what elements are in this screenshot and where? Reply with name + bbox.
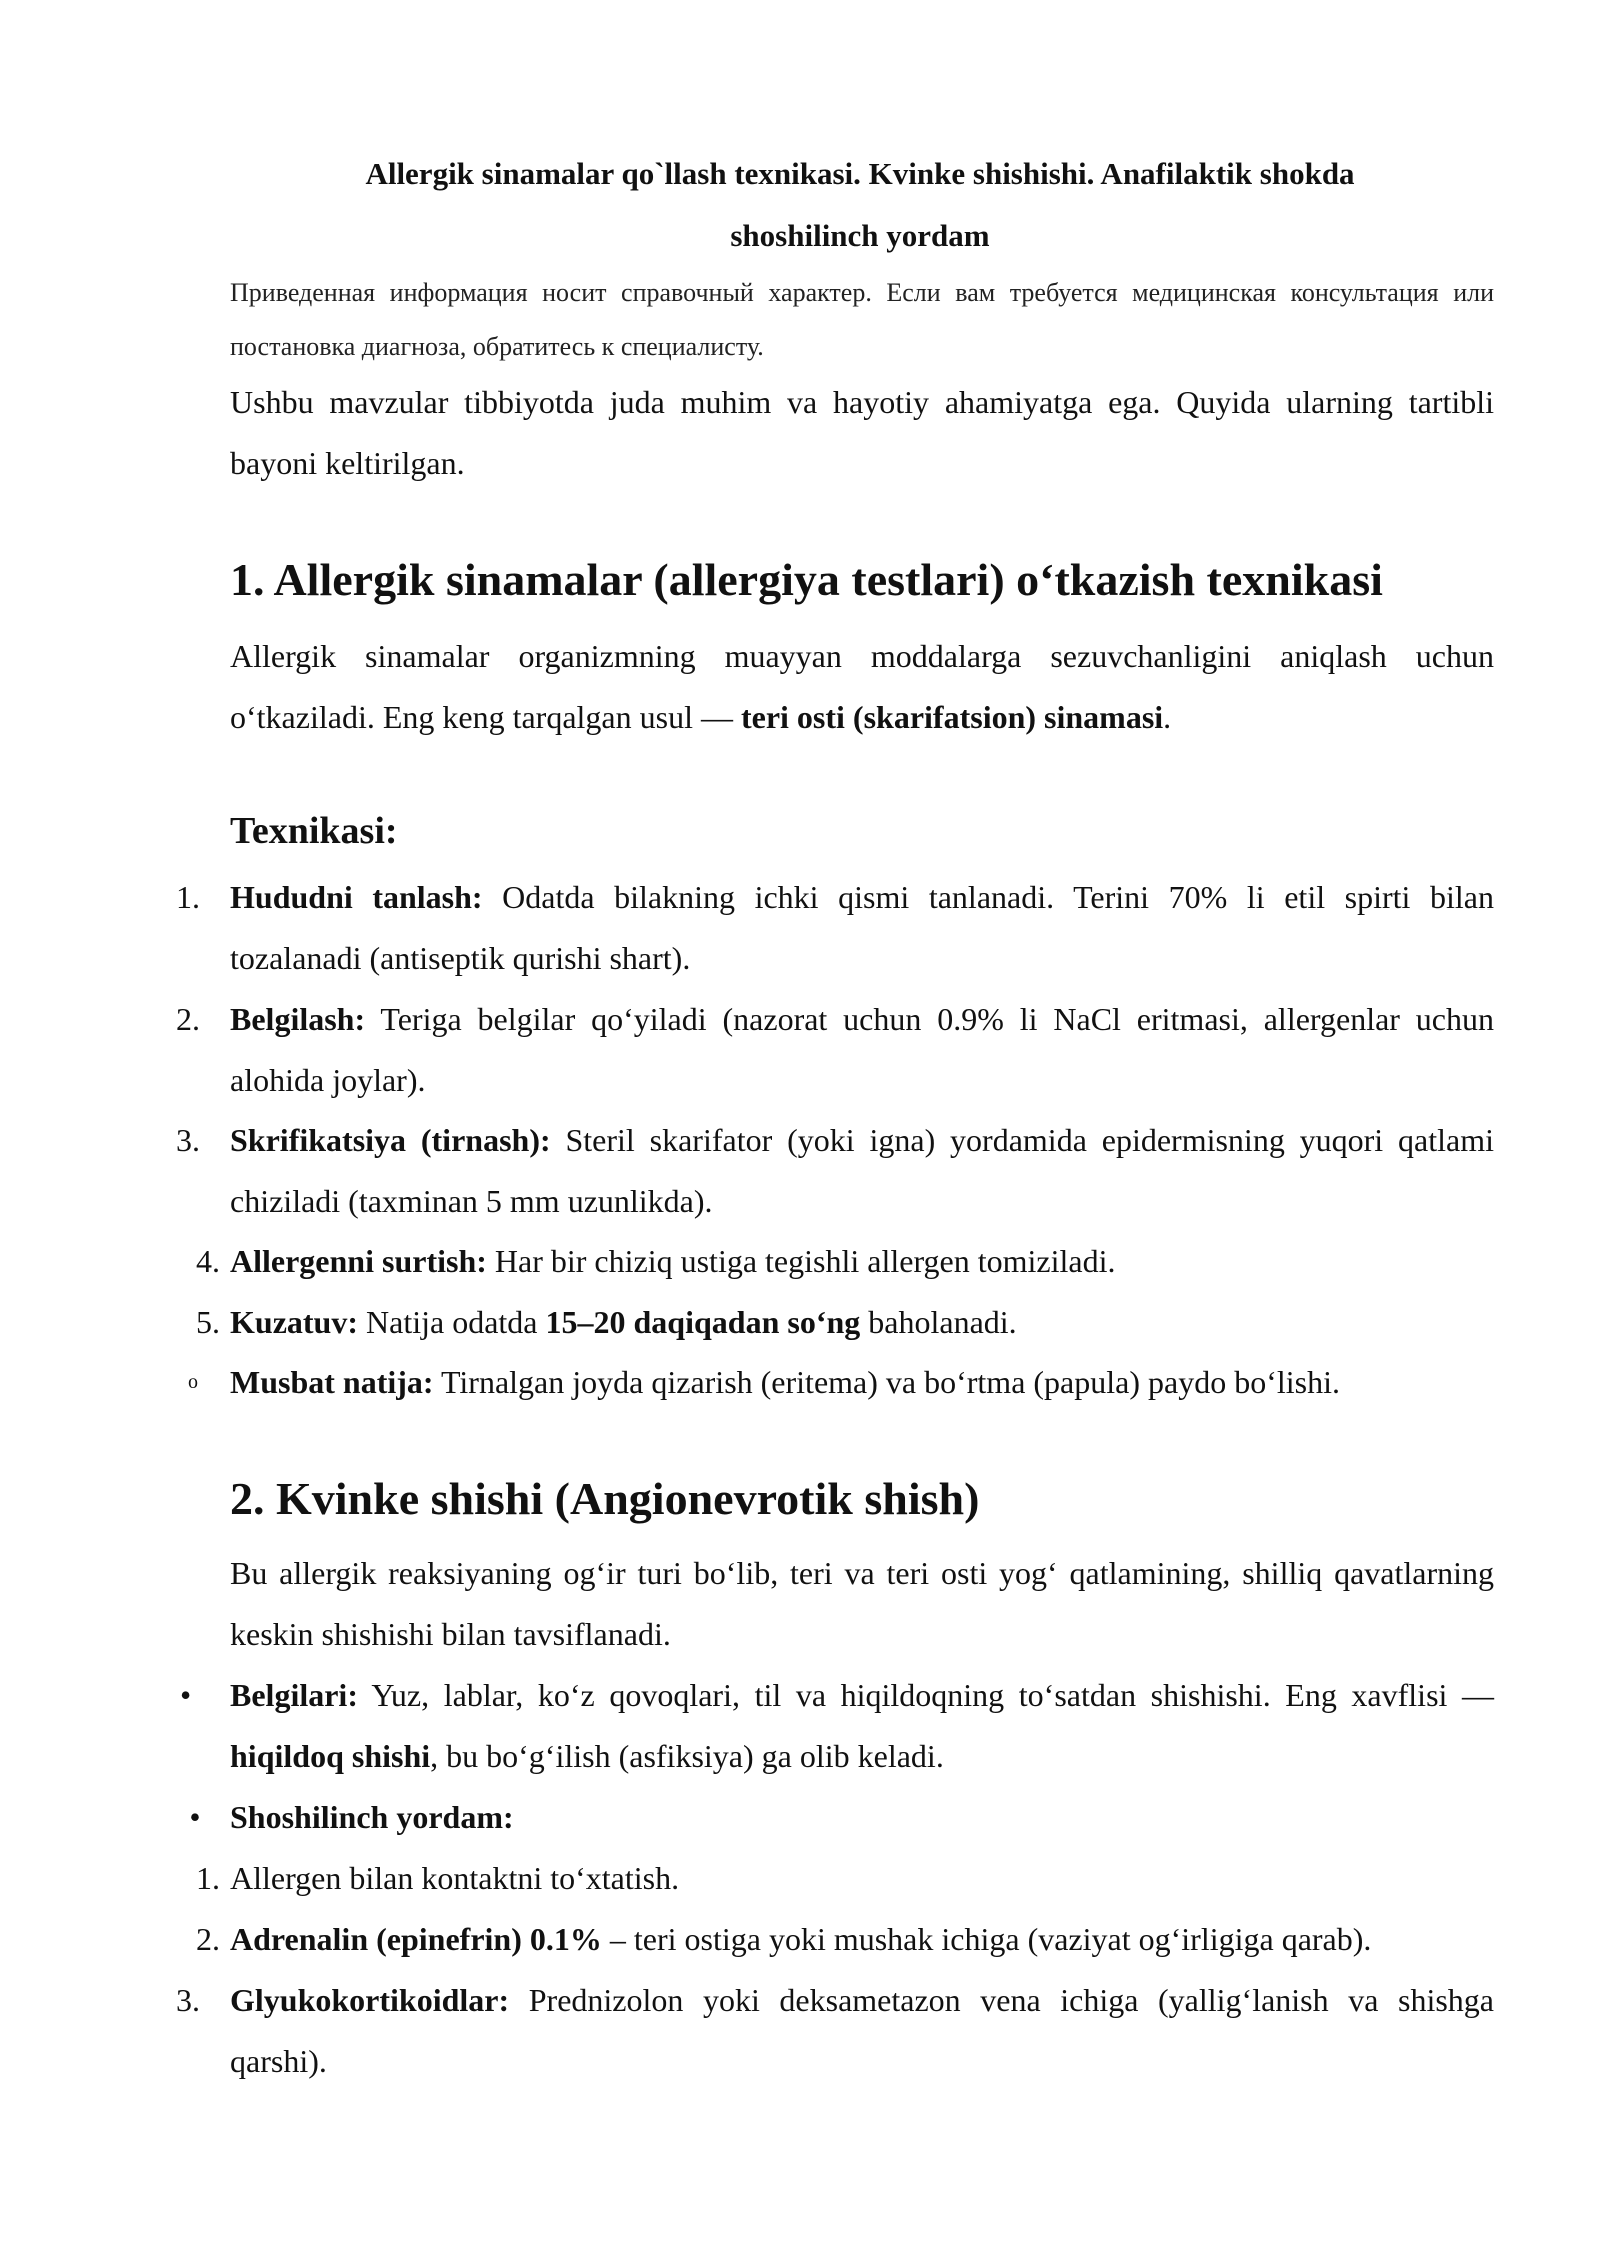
section-2-paragraph: Bu allergik reaksiyaning og‘ir turi bo‘lib, teri va teri osti yog‘ qatlamining, shilliq qavatlarning keskin shishishi bilan tavsiflanadi. <box>230 1555 1494 1652</box>
list-item-text-end: , bu bo‘g‘ilish (asfiksiya) ga olib keladi. <box>430 1738 944 1774</box>
list-item-label: Kuzatuv: <box>230 1304 358 1340</box>
section-1-paragraph-end: . <box>1163 699 1172 735</box>
list-item <box>176 1110 1495 1232</box>
list-item-text: Natija odatda <box>358 1304 546 1340</box>
intro-paragraph: Ushbu mavzular tibbiyotda juda muhim va hayotiy ahamiyatga ega. Quyida ularning tartibli bayoni keltirilgan. <box>230 384 1494 481</box>
list-item-text: Allergen bilan kontaktni to‘xtatish. <box>230 1860 680 1896</box>
list-marker: 2. <box>176 1001 200 1037</box>
list-item <box>196 1848 1494 1909</box>
list-item-label: Skrifikatsiya (tirnash): <box>230 1122 551 1158</box>
list-item-label: Allergenni surtish: <box>230 1243 487 1279</box>
list-marker: 3. <box>176 1122 200 1158</box>
list-item-text: – teri ostiga yoki mushak ichiga (vaziyat og‘irligiga qarab). <box>601 1921 1372 1957</box>
texnikasi-subheading: Texnikasi: <box>230 810 398 852</box>
list-marker: 2. <box>196 1921 220 1957</box>
list-item-text: Steril skarifator (yoki igna) yordamida epidermisning yuqori qatlami chiziladi (taxminan 5 mm uzunlikda). <box>230 1122 1495 1219</box>
document-title <box>230 150 1490 260</box>
title-line-1: Allergik sinamalar qo`llash texnikasi. Kvinke shishishi. Anafilaktik shokda <box>365 156 1355 191</box>
list-item-text: Odatda bilakning ichki qismi tanlanadi. Terini 70% li etil spirti bilan tozalanadi (antiseptik qurishi shart). <box>230 879 1495 976</box>
list-item-label: Glyukokortikoidlar: <box>230 1982 510 2018</box>
list-item-text: Teriga belgilar qo‘yiladi (nazorat uchun 0.9% li NaCl eritmasi, allergenlar uchun alohida joylar). <box>230 1001 1494 1098</box>
circle-bullet-icon: o <box>188 1371 198 1393</box>
section-2-heading: 2. Kvinke shishi (Angionevrotik shish) <box>230 1473 980 1524</box>
list-marker: 1. <box>196 1860 220 1896</box>
list-item <box>189 1787 1494 1848</box>
list-item-text: Yuz, lablar, ko‘z qovoqlari, til va hiqildoqning to‘satdan shishishi. Eng xavflisi — <box>357 1677 1494 1713</box>
section-1-paragraph-text: Allergik sinamalar organizmning muayyan moddalarga sezuvchanligini aniqlash uchun o‘tkaziladi. Eng keng tarqalgan usul — <box>230 638 1494 735</box>
list-item <box>196 1292 1494 1353</box>
list-item <box>196 1909 1494 1970</box>
list-item <box>176 867 1495 989</box>
list-item <box>176 1970 1494 2092</box>
bullet-icon: • <box>189 1799 201 1835</box>
list-item-text-end: baholanadi. <box>860 1304 1017 1340</box>
list-marker: 5. <box>196 1304 220 1340</box>
list-item-text: Tirnalgan joyda qizarish (eritema) va bo‘rtma (papula) paydo bo‘lishi. <box>433 1364 1340 1400</box>
list-item <box>176 989 1494 1111</box>
section-1-paragraph-bold: teri osti (skarifatsion) sinamasi <box>740 699 1164 735</box>
list-item-bold: 15–20 daqiqadan so‘ng <box>545 1304 861 1340</box>
list-item-text: Har bir chiziq ustiga tegishli allergen tomiziladi. <box>486 1243 1116 1279</box>
list-marker: 3. <box>176 1982 200 2018</box>
list-item-label: Musbat natija: <box>230 1364 434 1400</box>
list-item-label: Belgilari: <box>230 1677 358 1713</box>
disclaimer-notice: Приведенная информация носит справочный характер. Если вам требуется медицинская консультация или постановка диагноза, обратитесь к специалисту. <box>230 278 1494 361</box>
list-item <box>196 1231 1494 1292</box>
list-item-label: Adrenalin (epinefrin) 0.1% <box>230 1921 602 1957</box>
list-item-label: Shoshilinch yordam: <box>230 1799 514 1835</box>
list-item-label: Belgilash: <box>230 1001 366 1037</box>
section-1-paragraph <box>230 626 1494 748</box>
list-item-bold: hiqildoq shishi <box>230 1738 431 1774</box>
list-marker: 1. <box>176 879 200 915</box>
list-item <box>180 1665 1494 1787</box>
list-marker: 4. <box>196 1243 220 1279</box>
section-1-heading: 1. Allergik sinamalar (allergiya testlari) o‘tkazish texnikasi <box>230 554 1383 605</box>
bullet-icon: • <box>180 1677 192 1713</box>
list-item <box>188 1352 1494 1413</box>
list-item-label: Hududni tanlash: <box>230 879 483 915</box>
list-item-text: Prednizolon yoki deksametazon vena ichiga (yallig‘lanish va shishga qarshi). <box>230 1982 1494 2079</box>
title-line-2: shoshilinch yordam <box>730 218 990 253</box>
